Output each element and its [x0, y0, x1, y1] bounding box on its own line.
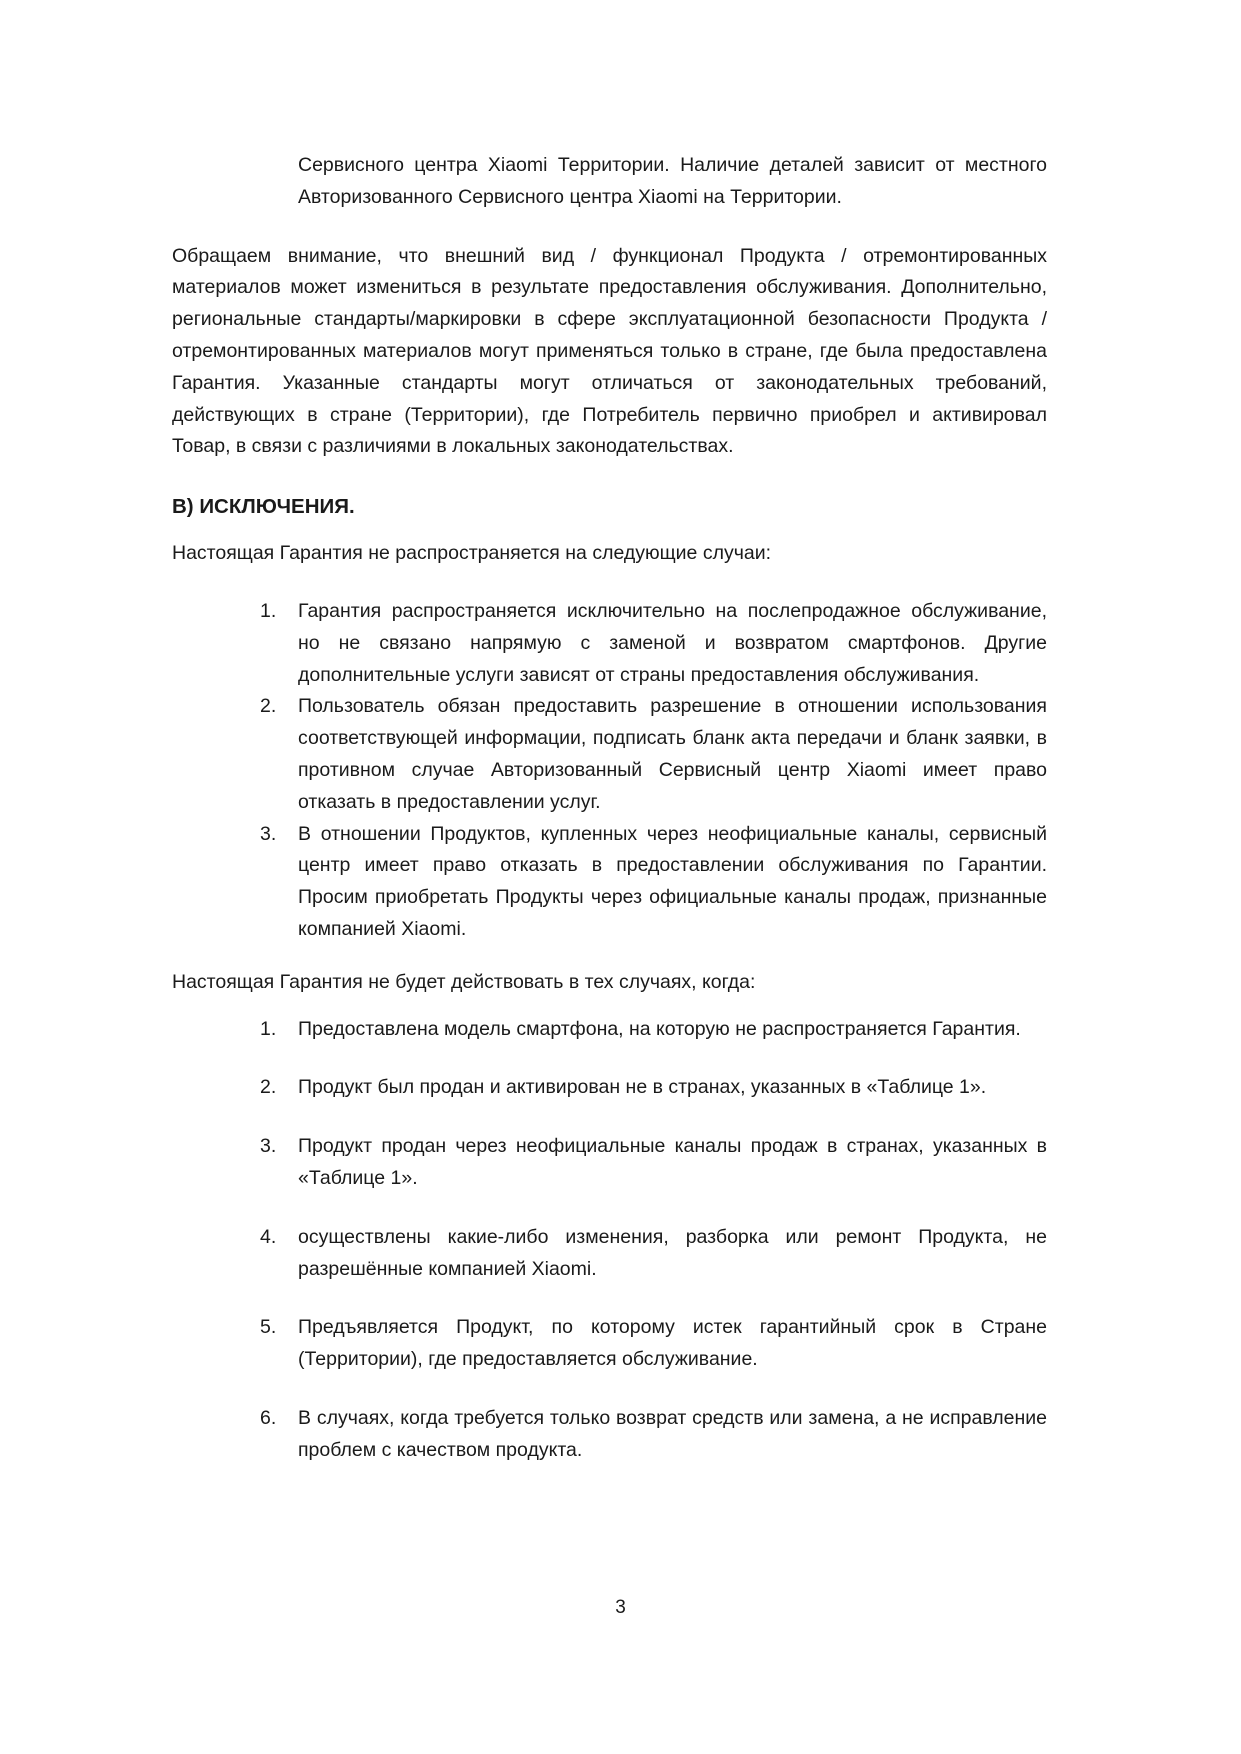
list-item — [172, 1222, 1047, 1286]
list-item-text: Продукт был продан и активирован не в странах, указанных в «Таблице 1». — [298, 1076, 987, 1099]
list-item-text: Продукт продан через неофициальные каналы продаж в странах, указанных в «Таблице 1». — [298, 1135, 1047, 1189]
list-item-number: 3. — [260, 1135, 277, 1158]
exclusions-list — [172, 596, 1047, 946]
section-heading-exclusions: В) ИСКЛЮЧЕНИЯ. — [172, 495, 355, 519]
list-item-text: В случаях, когда требуется только возврат средств или замена, а не исправление проблем с качеством продукта. — [298, 1406, 1047, 1461]
list-item-number: 2. — [260, 1076, 277, 1099]
list-item-number: 2. — [260, 695, 277, 718]
list-item — [172, 1131, 1047, 1195]
list-item-text: осуществлены какие-либо изменения, разборка или ремонт Продукта, не разрешённые компанией Xiaomi. — [298, 1225, 1047, 1280]
invalid-cases-list — [172, 1014, 1047, 1467]
list-item — [172, 596, 1047, 691]
list-item — [172, 1072, 1047, 1104]
list-item-number: 1. — [260, 1017, 277, 1040]
list-item — [172, 1403, 1047, 1467]
list-item — [172, 819, 1047, 946]
list-item — [172, 1312, 1047, 1376]
list-item — [172, 691, 1047, 818]
list-item-text: Предоставлена модель смартфона, на которую не распространяется Гарантия. — [298, 1017, 1021, 1040]
list-item-text: Предъявляется Продукт, по которому истек гарантийный срок в Стране (Территории), где предоставляется обслуживание. — [298, 1316, 1047, 1371]
continuation-paragraph: Сервисного центра Xiaomi Территории. Наличие деталей зависит от местного Авторизованного Сервисного центра Xiaomi на Территории. — [298, 154, 1047, 208]
invalid-cases-intro: Настоящая Гарантия не будет действовать в тех случаях, когда: — [172, 970, 756, 993]
exclusions-intro: Настоящая Гарантия не распространяется на следующие случаи: — [172, 542, 772, 565]
notice-paragraph: Обращаем внимание, что внешний вид / функционал Продукта / отремонтированных материалов может измениться в результате предоставления обслуживания. Дополнительно, региональные стандарты/маркировки в сфере эксплуатационной безопасности Продукта / отремонтированных материалов могут применяться только в стране, где была предоставлена Гарантия. Указанные стандарты могут отличаться от законодательных требований, действующих в стране (Территории), где Потребитель первично приобрел и активировал Товар, в связи с различиями в локальных законодательствах. — [172, 244, 1047, 458]
page-content — [172, 150, 1047, 1494]
list-item-number: 1. — [260, 599, 277, 622]
list-item — [172, 1014, 1047, 1046]
list-item-text: В отношении Продуктов, купленных через неофициальные каналы, сервисный центр имеет право отказать в предоставлении обслуживания по Гарантии. Просим приобретать Продукты через официальные каналы продаж, признанные компанией Xiaomi. — [298, 822, 1047, 940]
list-item-text: Гарантия распространяется исключительно на послепродажное обслуживание, но не связано напрямую с заменой и возвратом смартфонов. Другие дополнительные услуги зависят от страны предоставления обслуживания. — [298, 599, 1047, 686]
list-item-number: 3. — [260, 822, 277, 845]
list-item-number: 5. — [260, 1316, 277, 1339]
page-number: 3 — [615, 1597, 626, 1618]
list-item-number: 4. — [260, 1225, 277, 1248]
list-item-number: 6. — [260, 1406, 277, 1429]
list-item-text: Пользователь обязан предоставить разрешение в отношении использования соответствующей информации, подписать бланк акта передачи и бланк заявки, в противном случае Авторизованный Сервисный центр Xiaomi имеет право отказать в предоставлении услуг. — [298, 695, 1047, 813]
